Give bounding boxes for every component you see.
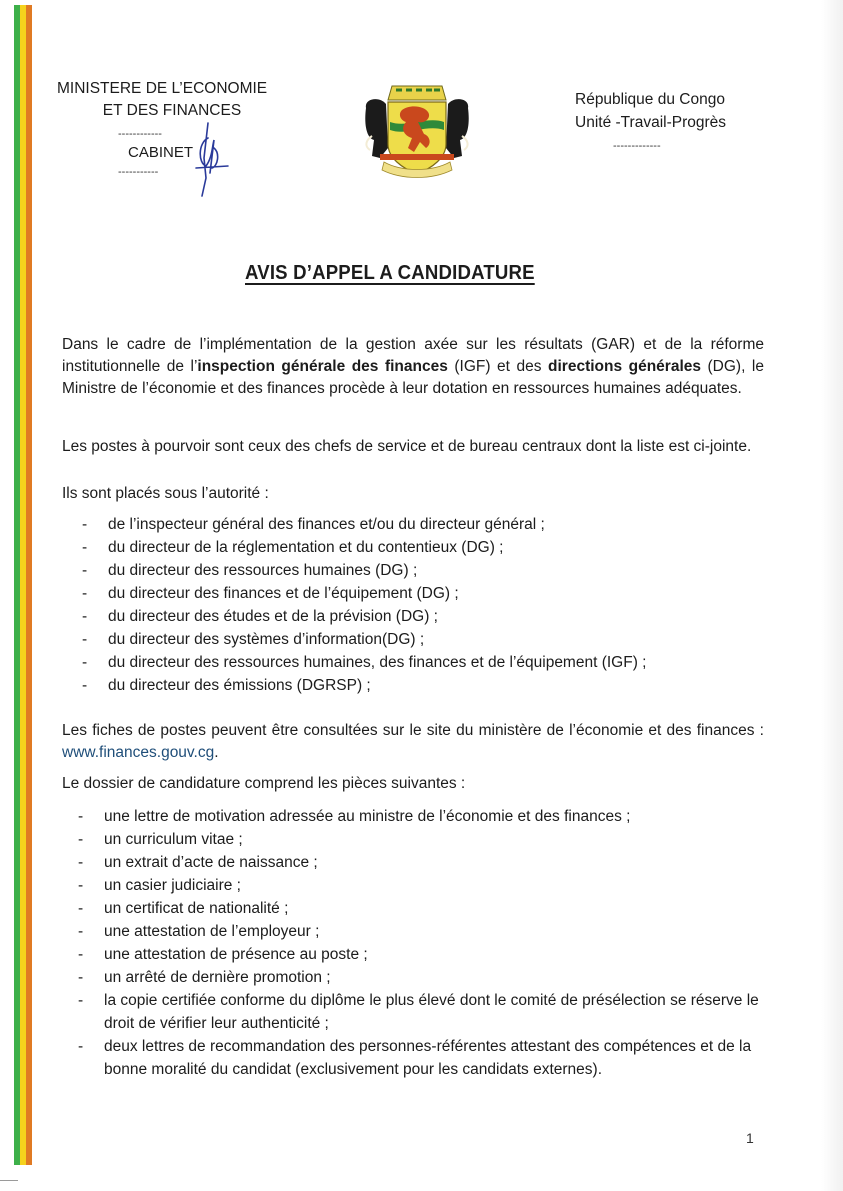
list-item: - la copie certifiée conforme du diplôme le plus élevé dont le comité de présélection se réserve le droit de vérifier leur authenticité ; <box>76 989 766 1035</box>
dash-separator-right: ------------- <box>613 140 661 152</box>
intro-paragraph <box>62 334 764 400</box>
list-item: - un curriculum vitae ; <box>76 828 766 851</box>
list-item: - du directeur des finances et de l’équipement (DG) ; <box>80 582 720 605</box>
ministry-header <box>57 78 287 122</box>
list-item: - un arrêté de dernière promotion ; <box>76 966 766 989</box>
intro-text-3: (DG), le Ministre de l’économie et des finances procède à leur dotation en ressources humaines adéquates. <box>62 358 764 397</box>
signature-icon <box>190 118 230 198</box>
page-number: 1 <box>746 1130 754 1146</box>
finances-website-link[interactable]: www.finances.gouv.cg <box>62 744 215 761</box>
list-item: - de l’inspecteur général des finances et/ou du directeur général ; <box>80 513 720 536</box>
fiches-text: Les fiches de postes peuvent être consultées sur le site du ministère de l’économie et des finances : <box>62 722 764 739</box>
list-item: - un extrait d’acte de naissance ; <box>76 851 766 874</box>
page-edge-shadow <box>821 0 843 1191</box>
authority-intro: Ils sont placés sous l’autorité : <box>62 485 269 502</box>
intro-bold-dg: directions générales <box>548 358 701 375</box>
list-item: - du directeur des systèmes d’information(DG) ; <box>80 628 720 651</box>
cabinet-label: CABINET <box>128 144 194 161</box>
list-item: - du directeur des émissions (DGRSP) ; <box>80 674 720 697</box>
intro-text-1: Dans le cadre de l’implémentation de la gestion axée sur les résultats (GAR) et de la réforme institutionnelle de l’ <box>62 336 764 375</box>
dash-separator-bottom: ----------- <box>118 166 159 178</box>
stripe-orange <box>26 5 32 1165</box>
ministry-line-2: ET DES FINANCES <box>102 102 242 119</box>
list-item: - une attestation de présence au poste ; <box>76 943 766 966</box>
intro-bold-igf: inspection générale des finances <box>197 358 448 375</box>
list-item: - une attestation de l’employeur ; <box>76 920 766 943</box>
list-item: - un certificat de nationalité ; <box>76 897 766 920</box>
national-motto: Unité -Travail-Progrès <box>575 114 727 131</box>
country-name: République du Congo <box>575 91 725 108</box>
fiches-end: . <box>214 744 219 761</box>
congo-flag-stripe <box>14 5 32 1165</box>
dossier-list <box>76 805 766 1081</box>
list-item: - deux lettres de recommandation des personnes-référentes attestant des compétences et de la bonne moralité du candidat (exclusivement pour les candidats externes). <box>76 1035 766 1081</box>
list-item: - du directeur des études et de la prévision (DG) ; <box>80 605 720 628</box>
page-bottom-rule <box>0 1180 18 1181</box>
authority-list <box>80 513 720 697</box>
dash-separator-top: ------------ <box>118 128 162 140</box>
list-item: - du directeur de la réglementation et du contentieux (DG) ; <box>80 536 720 559</box>
republic-header <box>575 88 726 152</box>
coat-of-arms-icon <box>362 78 472 182</box>
intro-text-2: (IGF) et des <box>447 358 549 375</box>
list-item: - du directeur des ressources humaines (DG) ; <box>80 559 720 582</box>
fiches-paragraph <box>62 720 764 764</box>
document-title: AVIS D’APPEL A CANDIDATURE <box>245 262 535 284</box>
dossier-intro: Le dossier de candidature comprend les pièces suivantes : <box>62 775 466 792</box>
list-item: - une lettre de motivation adressée au ministre de l’économie et des finances ; <box>76 805 766 828</box>
postes-paragraph: Les postes à pourvoir sont ceux des chefs de service et de bureau centraux dont la liste est ci-jointe. <box>62 438 752 455</box>
list-item: - du directeur des ressources humaines, des finances et de l’équipement (IGF) ; <box>80 651 720 674</box>
list-item: - un casier judiciaire ; <box>76 874 766 897</box>
ministry-line-1: MINISTERE DE L’ECONOMIE <box>57 80 268 97</box>
